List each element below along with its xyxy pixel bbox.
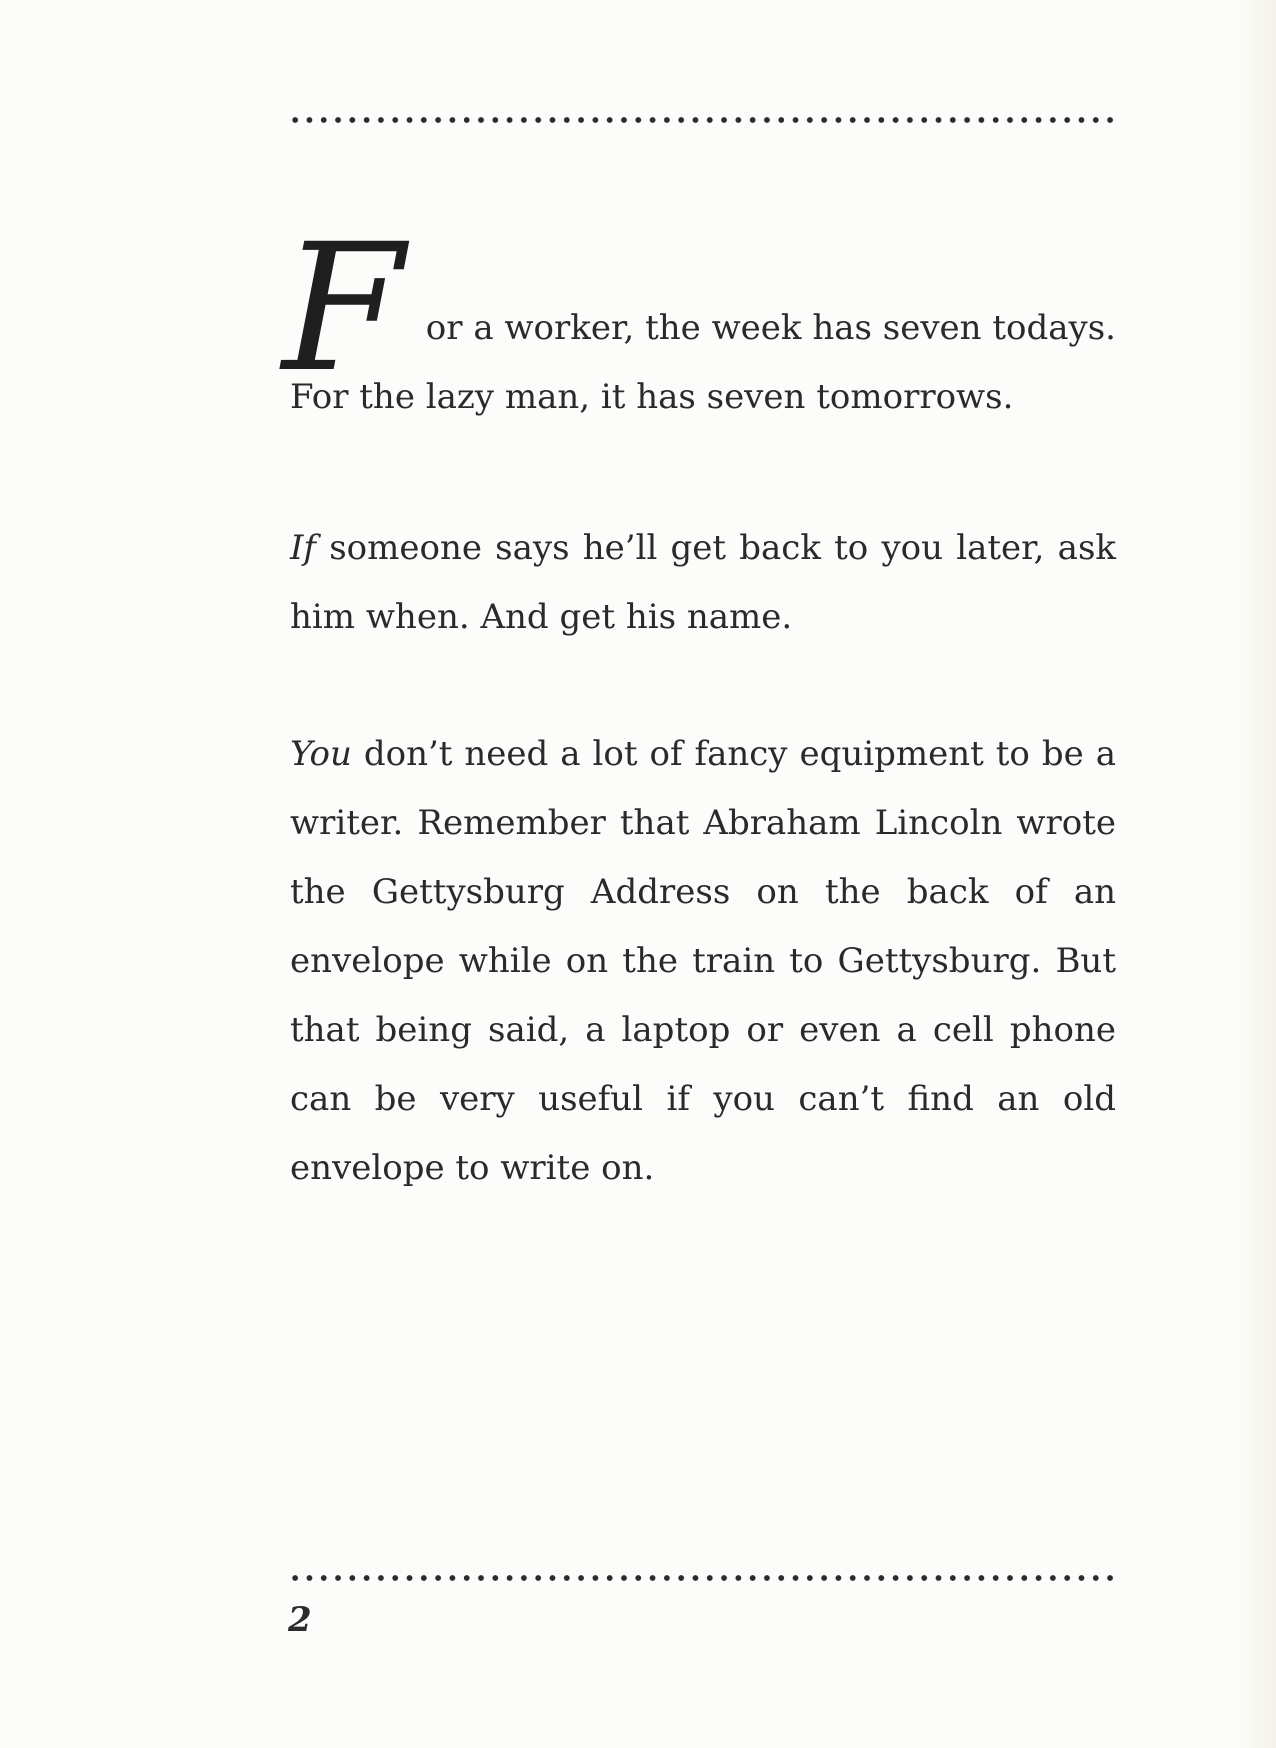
paragraph-2-lead-word: If <box>290 528 317 568</box>
top-dotted-rule <box>288 115 1118 125</box>
drop-cap: F <box>282 206 405 411</box>
paragraph-fancy-equipment <box>290 720 1116 1203</box>
page-number: 2 <box>288 1600 312 1640</box>
paragraph-1-line-2: For the lazy man, it has seven tomorrows. <box>290 377 1014 417</box>
paragraph-1-line-1: or a worker, the week has seven todays. <box>425 308 1116 348</box>
bottom-dotted-rule <box>288 1573 1118 1583</box>
paragraph-3-text: don’t need a lot of fancy equipment to be a writer. Remember that Abraham Lincoln wrote the Gettysburg Address on the back of an envelope while on the train to Gettysburg. But that being said, a laptop or even a cell phone can be very useful if you can’t find an old envelope to write on. <box>290 734 1116 1188</box>
paragraph-worker-week <box>282 206 1116 432</box>
paragraph-2-text: someone says he’ll get back to you later, ask him when. And get his name. <box>290 528 1116 637</box>
scan-edge-shadow <box>1236 0 1276 1748</box>
paragraph-3-lead-word: You <box>290 734 352 774</box>
paragraph-get-back-later <box>290 514 1116 652</box>
